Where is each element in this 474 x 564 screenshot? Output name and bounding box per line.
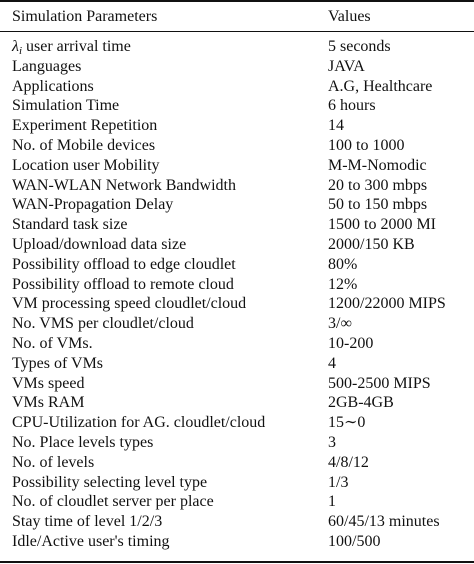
table-row xyxy=(0,374,474,394)
table-row xyxy=(0,136,474,156)
table-row xyxy=(0,57,474,77)
row-value: 5 seconds xyxy=(328,38,391,55)
row-value: 2GB-4GB xyxy=(328,394,394,412)
row-value: 100 to 1000 xyxy=(328,136,405,154)
header-rule xyxy=(0,31,474,32)
table-row xyxy=(0,195,474,215)
table-row xyxy=(0,215,474,235)
table-row xyxy=(0,433,474,453)
row-value: 100/500 xyxy=(328,532,381,550)
row-parameter: Idle/Active user's timing xyxy=(12,532,170,550)
table-row xyxy=(0,354,474,374)
row-value: M-M-Nomodic xyxy=(328,156,427,174)
row-value: 80% xyxy=(328,255,358,273)
row-value: 2000/150 KB xyxy=(328,235,415,253)
table-row xyxy=(0,294,474,314)
row-value: A.G, Healthcare xyxy=(328,77,433,95)
lambda-symbol: λ xyxy=(12,38,19,55)
row-parameter: Simulation Time xyxy=(12,97,120,115)
table-row xyxy=(0,77,474,97)
table-row xyxy=(0,116,474,136)
top-rule xyxy=(0,0,474,2)
row-value: 500-2500 MIPS xyxy=(328,374,431,392)
row-parameter: Applications xyxy=(12,77,94,95)
table-row xyxy=(0,275,474,295)
row-value: 50 to 150 mbps xyxy=(328,196,428,214)
row-parameter: Possibility selecting level type xyxy=(12,473,208,491)
row-parameter: No. of cloudlet server per place xyxy=(12,493,214,511)
row-value: 3 xyxy=(328,433,336,451)
table-row xyxy=(0,235,474,255)
table-row xyxy=(0,37,474,57)
header-value: Values xyxy=(328,8,371,25)
row-parameter: WAN-WLAN Network Bandwidth xyxy=(12,176,236,194)
row-parameter: Languages xyxy=(12,57,82,75)
row-parameter: No. of VMs. xyxy=(12,334,93,352)
table-row xyxy=(0,413,474,433)
row-parameter: VM processing speed cloudlet/cloud xyxy=(12,295,247,313)
row-parameter: Possibility offload to remote cloud xyxy=(12,275,234,293)
bottom-rule xyxy=(0,561,474,563)
row-parameter: Experiment Repetition xyxy=(12,117,158,135)
row-value: 1/3 xyxy=(328,473,349,491)
row-parameter: Upload/download data size xyxy=(12,235,187,253)
table-row xyxy=(0,156,474,176)
table-body xyxy=(0,37,474,552)
table-row xyxy=(0,492,474,512)
row-value: 60/45/13 minutes xyxy=(328,513,440,531)
row-parameter: VMs RAM xyxy=(12,394,85,412)
table-row xyxy=(0,314,474,334)
row-parameter: Location user Mobility xyxy=(12,156,160,174)
row-value: 1200/22000 MIPS xyxy=(328,295,446,313)
header-parameter: Simulation Parameters xyxy=(12,8,158,25)
row-parameter: No. of levels xyxy=(12,453,95,471)
row-value: 1 xyxy=(328,493,336,511)
row-value: 6 hours xyxy=(328,97,376,115)
row-parameter: CPU-Utilization for AG. cloudlet/cloud xyxy=(12,414,266,432)
row-parameter: No. of Mobile devices xyxy=(12,136,156,154)
row-value: 4/8/12 xyxy=(328,453,369,471)
table-row xyxy=(0,255,474,275)
row-parameter-text: user arrival time xyxy=(22,38,131,55)
table-row xyxy=(0,334,474,354)
table-row xyxy=(0,96,474,116)
row-parameter: No. VMS per cloudlet/cloud xyxy=(12,315,194,333)
row-parameter: No. Place levels types xyxy=(12,433,154,451)
row-parameter: Standard task size xyxy=(12,216,128,234)
table-row xyxy=(0,176,474,196)
row-value: 14 xyxy=(328,117,344,135)
row-value: JAVA xyxy=(328,57,365,75)
row-value: 15∼0 xyxy=(328,414,366,432)
table-row xyxy=(0,532,474,552)
table-row xyxy=(0,512,474,532)
row-value: 3/∞ xyxy=(328,315,352,333)
row-parameter: Possibility offload to edge cloudlet xyxy=(12,255,236,273)
table-row xyxy=(0,393,474,413)
table-row xyxy=(0,473,474,493)
row-parameter: Stay time of level 1/2/3 xyxy=(12,513,163,531)
table-row xyxy=(0,453,474,473)
row-parameter: VMs speed xyxy=(12,374,85,392)
row-value: 4 xyxy=(328,354,336,372)
row-parameter: WAN-Propagation Delay xyxy=(12,196,174,214)
row-value: 1500 to 2000 MI xyxy=(328,216,436,234)
row-value: 20 to 300 mbps xyxy=(328,176,428,194)
row-value: 10-200 xyxy=(328,334,374,352)
lambda-subscript: i xyxy=(18,45,22,57)
row-parameter: Types of VMs xyxy=(12,354,104,372)
row-value: 12% xyxy=(328,275,358,293)
